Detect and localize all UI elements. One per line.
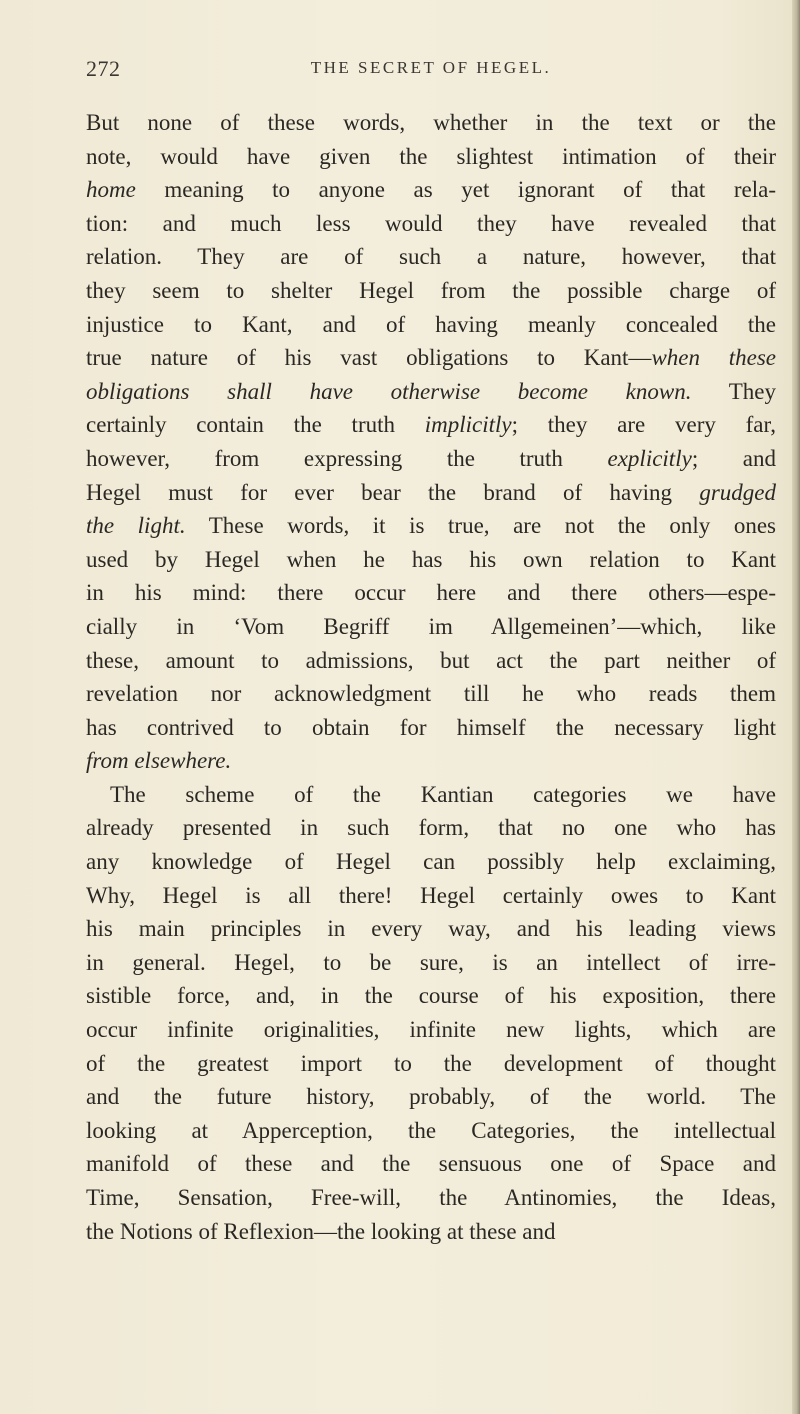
text-line xyxy=(86,476,776,510)
text-segment: already presented in such form, that no one who has xyxy=(86,815,776,841)
text-line xyxy=(86,677,776,711)
text-segment: occur infinite originalities, infinite new lights, which are xyxy=(86,1017,776,1043)
text-segment: the Notions of Reflexion—the looking at these and xyxy=(86,1218,556,1244)
text-segment: Time, Sensation, Free-will, the Antinomies, the Ideas, xyxy=(86,1185,776,1210)
text-line xyxy=(86,744,776,778)
text-line xyxy=(86,408,776,442)
text-segment: of the greatest import to the development of thought xyxy=(86,1050,776,1076)
text-line xyxy=(86,711,776,745)
text-segment: Why, Hegel is all there! Hegel certainly owes to Kant xyxy=(86,882,776,908)
text-line xyxy=(86,644,776,678)
text-segment: sistible force, and, in the course of his exposition, there xyxy=(86,983,776,1009)
text-line xyxy=(86,979,776,1013)
text-line xyxy=(86,1013,776,1047)
text-line xyxy=(86,879,776,913)
running-head: THE SECRET OF HEGEL. xyxy=(310,58,552,77)
text-line xyxy=(86,308,776,342)
text-line xyxy=(86,912,776,946)
text-line xyxy=(86,375,776,409)
italic-segment: implicitly xyxy=(424,412,512,438)
text-segment: has contrived to obtain for himself the necessary light xyxy=(86,714,776,740)
text-segment: note, would have given the slightest intimation of their xyxy=(86,143,776,169)
italic-segment: explicitly xyxy=(607,445,692,471)
text-line xyxy=(86,778,776,812)
text-line xyxy=(86,106,776,140)
text-line xyxy=(86,811,776,845)
italic-segment: grudged xyxy=(699,479,776,505)
text-segment: his main principles in every way, and his leading views xyxy=(86,916,776,942)
text-line xyxy=(86,1114,776,1148)
text-line xyxy=(86,240,776,274)
text-segment: ; they are very far, xyxy=(511,412,776,438)
text-segment: relation. They are of such a nature, however, that xyxy=(86,244,776,270)
text-segment: tion: and much less would they have revealed that xyxy=(86,210,776,236)
text-line xyxy=(86,173,776,207)
text-segment: however, from expressing the truth xyxy=(86,445,608,471)
text-segment: Hegel must for ever bear the brand of having xyxy=(86,479,700,505)
page-edge-shadow xyxy=(792,0,800,1414)
text-line xyxy=(86,1047,776,1081)
page-number: 272 xyxy=(86,56,121,81)
body-text xyxy=(86,106,776,1248)
text-line xyxy=(86,341,776,375)
text-line xyxy=(86,845,776,879)
text-segment: The scheme of the Kantian categories we have xyxy=(110,781,776,807)
italic-segment: the light. xyxy=(86,513,186,539)
text-line xyxy=(86,1215,776,1249)
text-segment: manifold of these and the sensuous one of Space and xyxy=(86,1151,776,1177)
text-line xyxy=(86,543,776,577)
text-segment: looking at Apperception, the Categories, the intellectual xyxy=(86,1117,776,1143)
text-line xyxy=(86,1181,776,1215)
text-line xyxy=(86,442,776,476)
text-segment: in general. Hegel, to be sure, is an intellect of irre- xyxy=(86,949,776,975)
text-segment: and the future history, probably, of the world. The xyxy=(86,1084,776,1110)
text-segment: injustice to Kant, and of having meanly concealed the xyxy=(86,311,776,337)
text-line xyxy=(86,140,776,174)
text-line xyxy=(86,576,776,610)
text-line xyxy=(86,274,776,308)
text-segment: used by Hegel when he has his own relation to Kant xyxy=(86,546,776,572)
text-segment: meaning to anyone as yet ignorant of that rela- xyxy=(135,177,776,203)
text-line xyxy=(86,509,776,543)
text-segment: These words, it is true, are not the only ones xyxy=(185,513,776,539)
text-segment: true nature of his vast obligations to Kant— xyxy=(86,345,652,371)
page-header xyxy=(86,56,776,86)
text-segment: they seem to shelter Hegel from the possible charge of xyxy=(86,277,776,303)
italic-segment: home xyxy=(86,177,136,203)
text-line xyxy=(86,1080,776,1114)
text-line xyxy=(86,1147,776,1181)
text-segment: revelation nor acknowledgment till he who reads them xyxy=(86,681,776,707)
text-segment: these, amount to admissions, but act the part neither of xyxy=(86,647,776,673)
text-segment: in his mind: there occur here and there others—espe- xyxy=(86,580,776,606)
text-line xyxy=(86,610,776,644)
text-segment: any knowledge of Hegel can possibly help exclaiming, xyxy=(86,849,776,875)
text-line xyxy=(86,946,776,980)
text-line xyxy=(86,207,776,241)
text-segment: certainly contain the truth xyxy=(86,412,425,438)
text-segment: cially in ‘Vom Begriff im Allgemeinen’—which, like xyxy=(86,613,776,639)
text-segment: They xyxy=(691,378,776,404)
italic-segment: from elsewhere. xyxy=(86,748,232,774)
italic-segment: when these xyxy=(651,345,777,371)
italic-segment: obligations shall have otherwise become known. xyxy=(86,378,692,404)
text-segment: ; and xyxy=(691,445,776,471)
text-segment: But none of these words, whether in the text or the xyxy=(86,110,776,135)
